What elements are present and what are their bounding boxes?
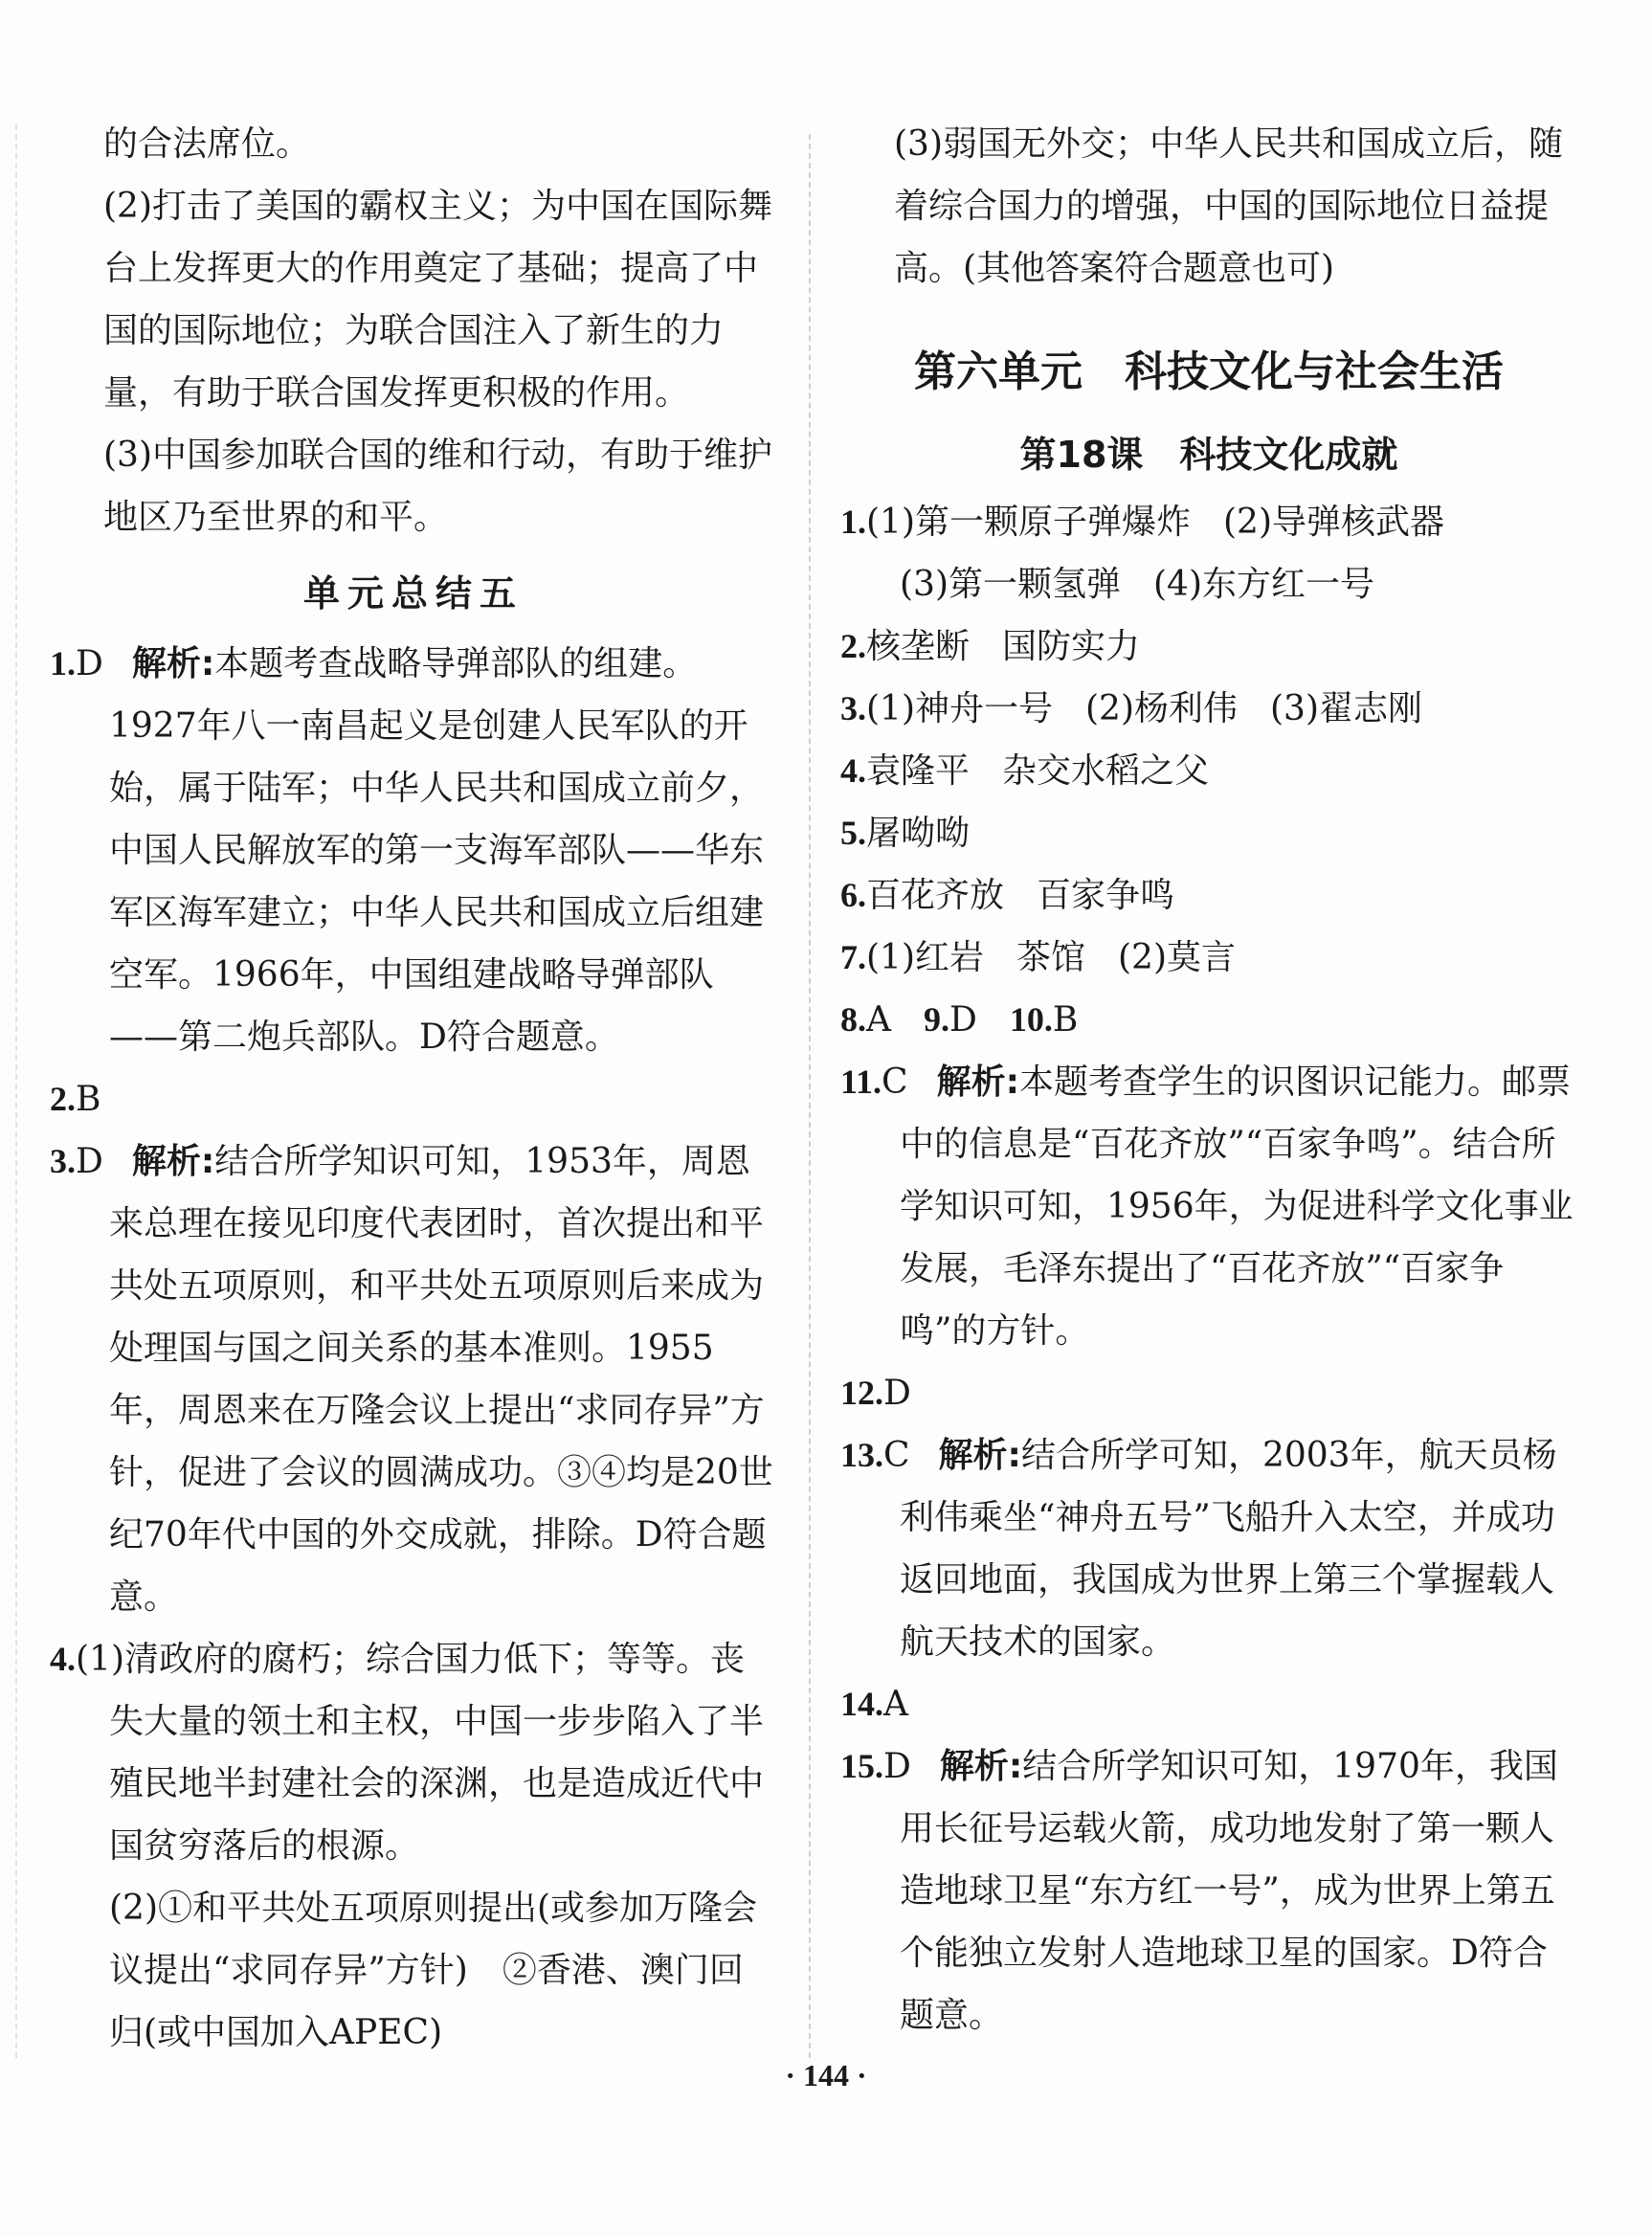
answer-number: 11. bbox=[840, 1063, 882, 1101]
analysis-tag: 解析: bbox=[938, 1436, 1021, 1475]
answer-part: 屠呦呦 bbox=[866, 814, 971, 853]
continued-paragraph-3: (3)中国参加联合国的维和行动，有助于维护地区乃至世界的和平。 bbox=[103, 436, 772, 537]
answer-part: (2)杨利伟 bbox=[1085, 689, 1238, 728]
analysis-text: 结合所学知识可知，1970年，我国用长征号运载火箭，成功地发射了第一颗人造地球卫星“东方红一号”，成为世界上第五个能独立发射人造地球卫星的国家。D符合题意。 bbox=[900, 1747, 1558, 2035]
answer-part: 茶馆 bbox=[1016, 938, 1086, 977]
answer-number: 4. bbox=[50, 1640, 76, 1678]
section-heading: 单元总结五 bbox=[302, 572, 524, 615]
lesson-heading: 第18课 科技文化成就 bbox=[1019, 434, 1398, 476]
answer-number: 6. bbox=[840, 876, 866, 914]
answer-part: 百家争鸣 bbox=[1037, 876, 1175, 915]
answer-choice: D bbox=[76, 644, 103, 683]
answers-8-10 bbox=[840, 989, 1577, 1051]
analysis-text: 本题考查学生的识图识记能力。邮票中的信息是“百花齐放”“百家争鸣”。结合所学知识可知，1956年，为促进科学文化事业发展，毛泽东提出了“百花齐放”“百家争鸣”的方针。 bbox=[900, 1063, 1574, 1351]
answer-number: 3. bbox=[840, 689, 866, 727]
answer-number: 14. bbox=[840, 1685, 883, 1723]
answer-number: 8. bbox=[840, 1000, 866, 1039]
answer-number: 12. bbox=[840, 1374, 883, 1412]
answer-number: 15. bbox=[840, 1747, 883, 1785]
analysis-text: 本题考查战略导弹部队的组建。1927年八一南昌起义是创建人民军队的开始，属于陆军；中华人民共和国成立前夕，中国人民解放军的第一支海军部队——华东军区海军建立；中华人民共和国成立后组建空军。1966年，中国组建战略导弹部队——第二炮兵部队。D符合题意。 bbox=[109, 644, 765, 1057]
analysis-text: 结合所学知识可知，1953年，周恩来总理在接见印度代表团时，首次提出和平共处五项原则，和平共处五项原则后来成为处理国与国之间关系的基本准则。1955年，周恩来在万隆会议上提出“求同存异”方针，促进了会议的圆满成功。③④均是20世纪70年代中国的外交成就，排除。D符合题意。 bbox=[109, 1142, 773, 1617]
analysis-tag: 解析: bbox=[131, 1142, 215, 1181]
answer-choice: D bbox=[883, 1374, 911, 1413]
answer-part: 杂交水稻之父 bbox=[1002, 751, 1210, 791]
answer-1 bbox=[50, 633, 777, 1068]
answer-3 bbox=[50, 1130, 777, 1628]
left-column bbox=[50, 113, 777, 2064]
answer-1 bbox=[840, 491, 1577, 615]
answer-part: (3)翟志刚 bbox=[1270, 689, 1422, 728]
answer-part: 国防实力 bbox=[1002, 627, 1141, 666]
answer-part: (3)第一颗氢弹 bbox=[900, 565, 1121, 604]
answer-number: 3. bbox=[50, 1142, 76, 1180]
column-divider bbox=[809, 134, 811, 2058]
answer-choice: C bbox=[882, 1063, 908, 1102]
continued-paragraph-2: (2)打击了美国的霸权主义；为中国在国际舞台上发挥更大的作用奠定了基础；提高了中国的国际地位；为联合国注入了新生的力量，有助于联合国发挥更积极的作用。 bbox=[103, 187, 772, 413]
continued-text: 的合法席位。 bbox=[103, 124, 311, 164]
answer-4-sub: (2)①和平共处五项原则提出(或参加万隆会议提出“求同存异”方针) ②香港、澳门回归(或中国加入APEC) bbox=[109, 1889, 758, 2052]
answer-choice: D bbox=[76, 1142, 103, 1181]
answer-part: 核垄断 bbox=[866, 627, 971, 666]
answer-13 bbox=[840, 1424, 1577, 1673]
answer-11 bbox=[840, 1051, 1577, 1362]
analysis-text: 结合所学可知，2003年，航天员杨利伟乘坐“神舟五号”飞船升入太空，并成功返回地面，我国成为世界上第三个掌握载人航天技术的国家。 bbox=[900, 1436, 1557, 1662]
answer-choice: B bbox=[1052, 1000, 1079, 1040]
answer-choice: D bbox=[949, 1000, 977, 1040]
answer-5 bbox=[840, 802, 1577, 864]
answer-part: 袁隆平 bbox=[866, 751, 971, 791]
answer-14 bbox=[840, 1673, 1577, 1735]
answer-number: 1. bbox=[840, 503, 866, 541]
answer-number: 13. bbox=[840, 1436, 883, 1474]
answer-4 bbox=[50, 1628, 777, 1877]
answer-choice: C bbox=[883, 1436, 910, 1475]
answer-number: 7. bbox=[840, 938, 866, 976]
answer-number: 1. bbox=[50, 644, 76, 682]
left-edge-line bbox=[15, 124, 17, 2058]
right-column bbox=[840, 113, 1577, 2047]
answer-part: (1)神舟一号 bbox=[866, 689, 1053, 728]
page-number: · 144 · bbox=[785, 2058, 867, 2092]
answer-choice: D bbox=[883, 1747, 911, 1786]
answer-6 bbox=[840, 864, 1577, 927]
answer-part: 百花齐放 bbox=[866, 876, 1005, 915]
answer-15 bbox=[840, 1735, 1577, 2047]
analysis-tag: 解析: bbox=[936, 1063, 1019, 1102]
answer-12 bbox=[840, 1362, 1577, 1424]
answer-number: 2. bbox=[50, 1080, 76, 1118]
answer-text: (1)清政府的腐朽；综合国力低下；等等。丧失大量的领土和主权，中国一步步陷入了半殖民地半封建社会的深渊，也是造成近代中国贫穷落后的根源。 bbox=[76, 1640, 765, 1866]
answer-2 bbox=[840, 615, 1577, 678]
answer-3 bbox=[840, 678, 1577, 740]
answer-part: (1)第一颗原子弹爆炸 bbox=[866, 503, 1191, 542]
answer-number: 9. bbox=[924, 1000, 949, 1039]
answer-number: 2. bbox=[840, 627, 866, 665]
answer-part: (4)东方红一号 bbox=[1153, 565, 1374, 604]
analysis-tag: 解析: bbox=[131, 644, 215, 683]
answer-part: (1)红岩 bbox=[866, 938, 984, 977]
answer-part: (2)莫言 bbox=[1118, 938, 1237, 977]
answer-choice: A bbox=[866, 1000, 891, 1040]
analysis-tag: 解析: bbox=[939, 1747, 1023, 1786]
continued-paragraph: (3)弱国无外交；中华人民共和国成立后，随着综合国力的增强，中国的国际地位日益提高。(其他答案符合题意也可) bbox=[894, 124, 1563, 288]
answer-number: 4. bbox=[840, 751, 866, 790]
answer-number: 10. bbox=[1009, 1000, 1053, 1039]
answer-number: 5. bbox=[840, 814, 866, 852]
answer-2 bbox=[50, 1068, 777, 1130]
answer-part: (2)导弹核武器 bbox=[1223, 503, 1444, 542]
answer-4 bbox=[840, 740, 1577, 802]
answer-choice: A bbox=[883, 1685, 908, 1724]
unit-heading: 第六单元 科技文化与社会生活 bbox=[914, 347, 1504, 396]
answer-choice: B bbox=[76, 1080, 101, 1119]
answer-7 bbox=[840, 927, 1577, 989]
